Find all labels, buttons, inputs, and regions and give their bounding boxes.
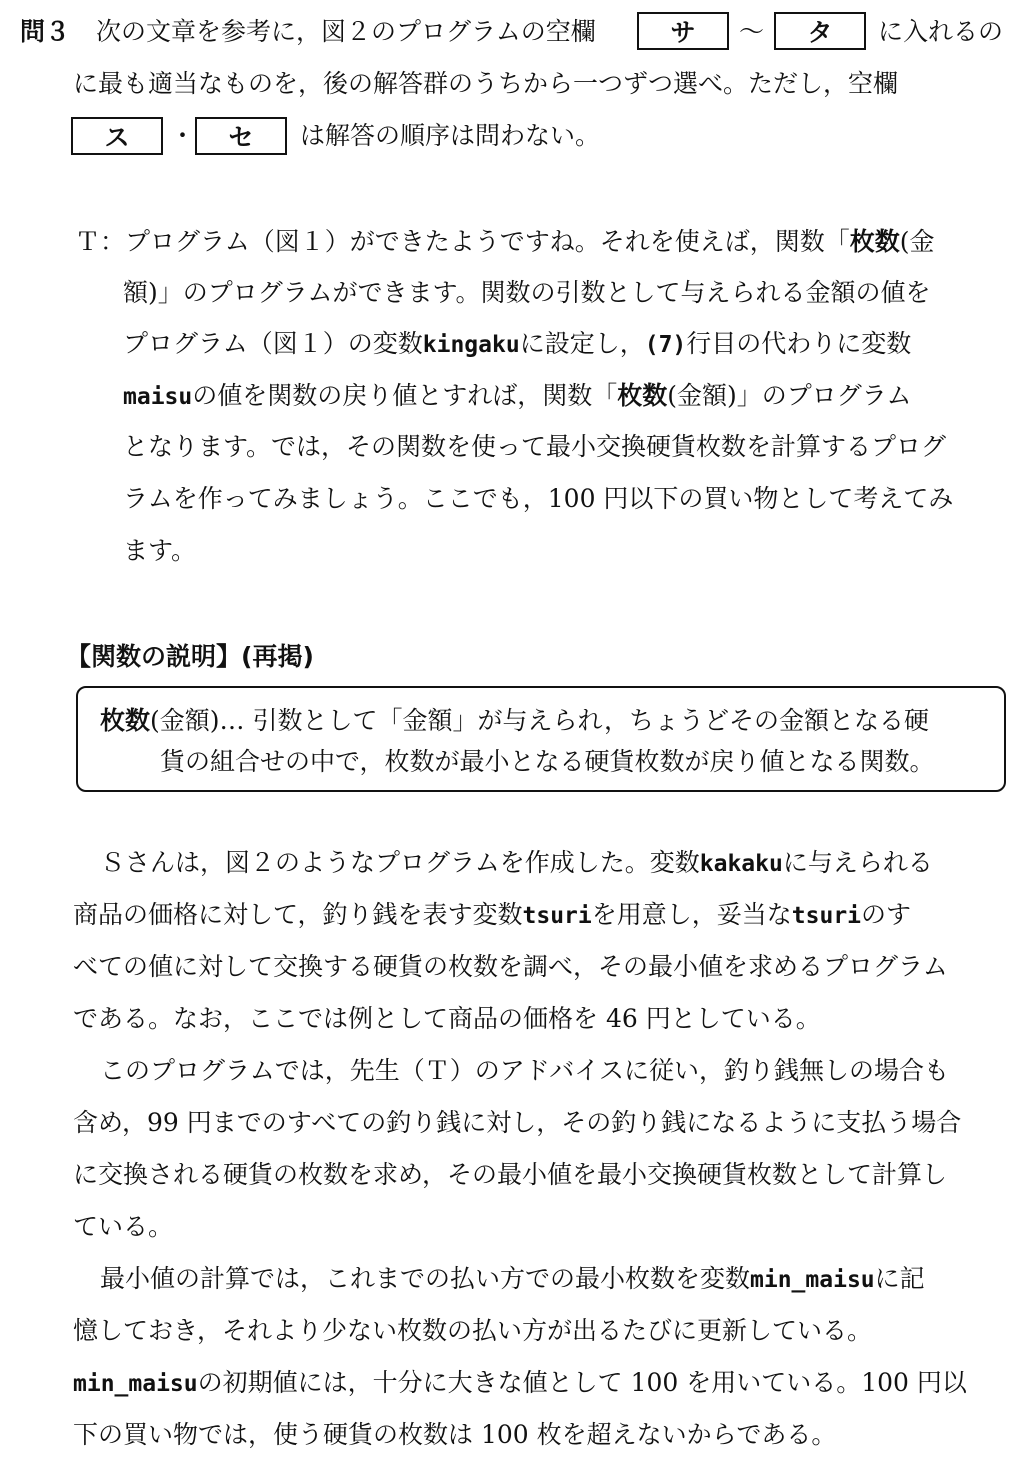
blank-box-se: セ (195, 117, 287, 155)
blank-box-sa: サ (637, 12, 729, 50)
separator-dot: ・ (170, 121, 196, 150)
body-p1-line-4: である。なお，ここでは例として商品の価格を 46 円としている。 (73, 1004, 821, 1033)
question-line-3: は解答の順序は問わない。 (300, 121, 601, 150)
var-maisu: maisu (123, 384, 193, 410)
body-p2-line-1: このプログラムでは，先生（Ｔ）のアドバイスに従い，釣り銭無しの場合も (100, 1056, 950, 1085)
var-kingaku: kingaku (422, 332, 520, 358)
teacher-line-2: 額)」のプログラムができます。関数の引数として与えられる金額の値を (123, 278, 931, 307)
teacher-line-4: maisuの値を関数の戻り値とすれば，関数「枚数(金額)」のプログラム (123, 381, 912, 410)
teacher-line-3: プログラム（図１）の変数kingakuに設定し，(7)行目の代わりに変数 (123, 329, 912, 358)
question-line-2: に最も適当なものを，後の解答群のうちから一つずつ選べ。ただし，空欄 (73, 69, 899, 98)
question-line-1-end: に入れるの (878, 17, 1004, 46)
function-desc-line-2: 貨の組合せの中で，枚数が最小となる硬貨枚数が戻り値となる関数。 (160, 747, 935, 776)
body-p1-line-2: 商品の価格に対して，釣り銭を表す変数tsuriを用意し，妥当なtsuriのす (73, 900, 912, 929)
teacher-line-1: Ｔ：プログラム（図１）ができたようですね。それを使えば，関数「枚数(金 (75, 227, 935, 256)
teacher-line-7: ます。 (123, 536, 197, 565)
function-desc-line-1: 枚数(金額)… 引数として「金額」が与えられ，ちょうどその金額となる硬 (100, 706, 929, 735)
tilde: 〜 (739, 17, 765, 46)
function-heading: 【関数の説明】(再掲) (66, 642, 314, 671)
body-p3-line-3: min_maisuの初期値には，十分に大きな値として 100 を用いている。100 円以 (73, 1368, 967, 1397)
blank-box-ta: タ (774, 12, 866, 50)
question-label: 問３ (20, 17, 71, 46)
blank-box-su: ス (71, 117, 163, 155)
var-tsuri: tsuri (791, 903, 862, 929)
body-p3-line-4: 下の買い物では，使う硬貨の枚数は 100 枚を超えないからである。 (73, 1420, 837, 1449)
var-min-maisu: min_maisu (750, 1267, 875, 1293)
var-kakaku: kakaku (699, 851, 783, 877)
var-tsuri: tsuri (522, 903, 592, 929)
body-p2-line-3: に交換される硬貨の枚数を求め，その最小値を最小交換硬貨枚数として計算し (73, 1160, 948, 1189)
body-p2-line-4: ている。 (73, 1212, 174, 1241)
question-line-1: 次の文章を参考に，図２のプログラムの空欄 (96, 17, 596, 46)
body-p1-line-1: Ｓさんは，図２のようなプログラムを作成した。変数kakakuに与えられる (100, 848, 933, 877)
teacher-line-6: ラムを作ってみましょう。ここでも，100 円以下の買い物として考えてみ (123, 484, 954, 513)
body-p2-line-2: 含め，99 円までのすべての釣り銭に対し，その釣り銭になるように支払う場合 (73, 1108, 962, 1137)
body-p1-line-3: べての値に対して交換する硬貨の枚数を調べ，その最小値を求めるプログラム (73, 952, 948, 981)
line-ref-7: (7) (644, 332, 687, 358)
var-min-maisu: min_maisu (73, 1371, 198, 1397)
body-p3-line-1: 最小値の計算では，これまでの払い方での最小枚数を変数min_maisuに記 (100, 1264, 925, 1293)
teacher-line-5: となります。では，その関数を使って最小交換硬貨枚数を計算するプログ (123, 432, 947, 461)
body-p3-line-2: 憶しておき，それより少ない枚数の払い方が出るたびに更新している。 (73, 1316, 873, 1345)
